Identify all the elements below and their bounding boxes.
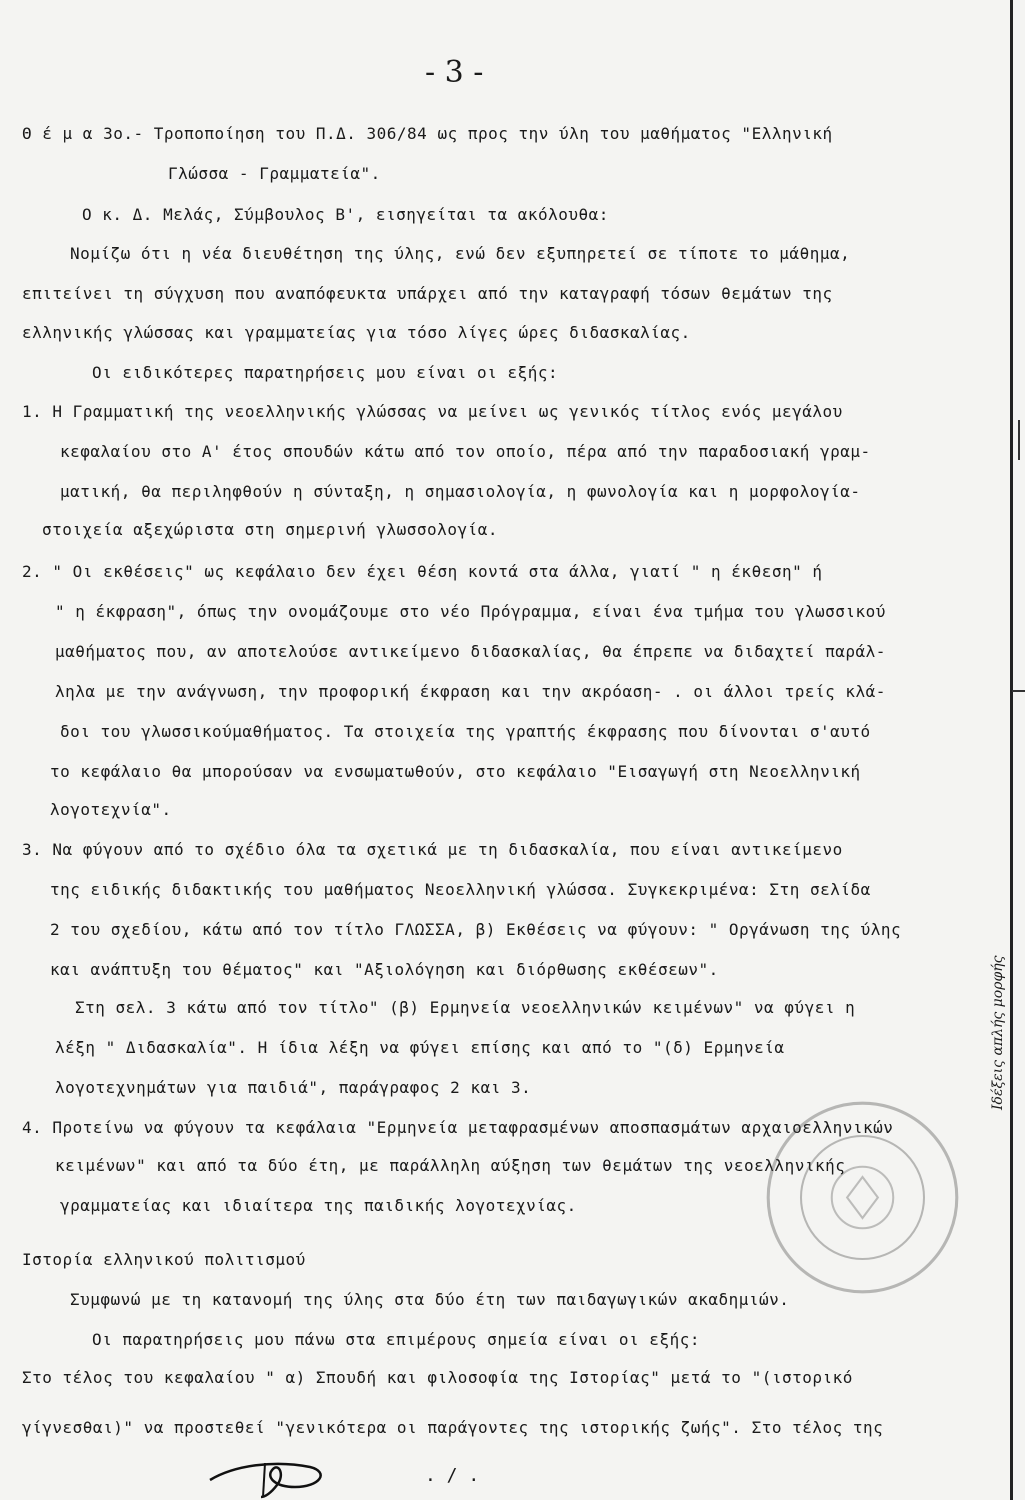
list-item-2: 2. " Οι εκθέσεις" ως κεφάλαιο δεν έχει θέση κοντά στα άλλα, γιατί " η έκθεση" ή (22, 562, 823, 581)
list-item-1: 1. Η Γραμματική της νεοελληνικής γλώσσας να μείνει ως γενικός τίτλος ενός μεγάλου (22, 402, 843, 421)
text-line: Γλώσσα - Γραμματεία". (168, 164, 381, 183)
margin-tick (1012, 690, 1025, 692)
margin-tick (1018, 420, 1020, 460)
page-number: - 3 - (425, 55, 484, 90)
text-line: Οι παρατηρήσεις μου πάνω στα επιμέρους σημεία είναι οι εξής: (92, 1330, 700, 1349)
section-heading: Ιστορία ελληνικού πολιτισμού (22, 1250, 306, 1269)
text-line: Συμφωνώ με τη κατανομή της ύλης στα δύο έτη των παιδαγωγικών ακαδημιών. (70, 1290, 790, 1309)
text-line: Θ έ μ α 3ο.- Τροποποίηση του Π.Δ. 306/84 ως προς την ύλη του μαθήματος "Ελληνική (22, 124, 833, 143)
text-line: γραμματείας και ιδιαίτερα της παιδικής λογοτεχνίας. (60, 1196, 577, 1215)
text-line: λογοτεχνία". (50, 800, 172, 819)
text-line: και ανάπτυξη του θέματος" και "Αξιολόγηση και διόρθωσης εκθέσεων". (50, 960, 719, 979)
text-line: της ειδικής διδακτικής του μαθήματος Νεοελληνική γλώσσα. Συγκεκριμένα: Στη σελίδα (50, 880, 871, 899)
continuation-mark: . / . (425, 1465, 480, 1486)
text-line: ματική, θα περιληφθούν η σύνταξη, η σημασιολογία, η φωνολογία και η μορφολογία- (60, 482, 861, 501)
text-line: λογοτεχνημάτων για παιδιά", παράγραφος 2 και 3. (55, 1078, 532, 1097)
text-line: μαθήματος που, αν αποτελούσε αντικείμενο διδασκαλίας, θα έπρεπε να διδαχτεί παράλ- (55, 642, 886, 661)
text-line: επιτείνει τη σύγχυση που αναπόφευκτα υπάρχει από την καταγραφή τόσων θεμάτων της (22, 284, 833, 303)
text-line: στοιχεία αξεχώριστα στη σημερινή γλωσσολογία. (42, 520, 498, 539)
text-line: λέξη " Διδασκαλία". Η ίδια λέξη να φύγει επίσης και από το "(δ) Ερμηνεία (55, 1038, 785, 1057)
text-line: δοι του γλωσσικούμαθήματος. Τα στοιχεία της γραπτής έκφρασης που δίνονται σ'αυτό (60, 722, 871, 741)
text-line: Ο κ. Δ. Μελάς, Σύμβουλος Β', εισηγείται τα ακόλουθα: (82, 205, 609, 224)
text-line: ληλα με την ανάγνωση, την προφορική έκφραση και την ακρόαση- . οι άλλοι τρείς κλά- (55, 682, 886, 701)
right-border-line (1010, 0, 1013, 1500)
text-line: το κεφάλαιο θα μπορούσαν να ενσωματωθούν, στο κεφάλαιο "Εισαγωγή στη Νεοελληνική (50, 762, 861, 781)
margin-handwritten-note: Ιδέξεις απλής μορφής (990, 955, 1006, 1110)
text-line: " η έκφραση", όπως την ονομάζουμε στο νέο Πρόγραμμα, είναι ένα τμήμα του γλωσσικού (55, 602, 886, 621)
handwritten-signature (205, 1455, 335, 1500)
text-line: γίγνεσθαι)" να προστεθεί "γενικότερα οι παράγοντες της ιστορικής ζωής". Στο τέλος της (22, 1418, 884, 1437)
text-line: Στη σελ. 3 κάτω από τον τίτλο" (β) Ερμηνεία νεοελληνικών κειμένων" να φύγει η (75, 998, 856, 1017)
text-line: Στο τέλος του κεφαλαίου " α) Σπουδή και φιλοσοφία της Ιστορίας" μετά το "(ιστορικό (22, 1368, 853, 1387)
text-line: κειμένων" και από τα δύο έτη, με παράλληλη αύξηση των θεμάτων της νεοελληνικής (55, 1156, 846, 1175)
list-item-4: 4. Προτείνω να φύγουν τα κεφάλαια "Ερμηνεία μεταφρασμένων αποσπασμάτων αρχαιοελληνικών (22, 1118, 894, 1137)
text-line: κεφαλαίου στο Α' έτος σπουδών κάτω από τον οποίο, πέρα από την παραδοσιακή γραμ- (60, 442, 871, 461)
text-line: Νομίζω ότι η νέα διευθέτηση της ύλης, ενώ δεν εξυπηρετεί σε τίποτε το μάθημα, (70, 244, 851, 263)
official-stamp (760, 1095, 965, 1300)
text-line: ελληνικής γλώσσας και γραμματείας για τόσο λίγες ώρες διδασκαλίας. (22, 323, 691, 342)
text-line: Οι ειδικότερες παρατηρήσεις μου είναι οι εξής: (92, 363, 559, 382)
list-item-3: 3. Να φύγουν από το σχέδιο όλα τα σχετικά με τη διδασκαλία, που είναι αντικείμενο (22, 840, 843, 859)
text-line: 2 του σχεδίου, κάτω από τον τίτλο ΓΛΩΣΣΑ, β) Εκθέσεις να φύγουν: " Οργάνωση της ύλης (50, 920, 902, 939)
